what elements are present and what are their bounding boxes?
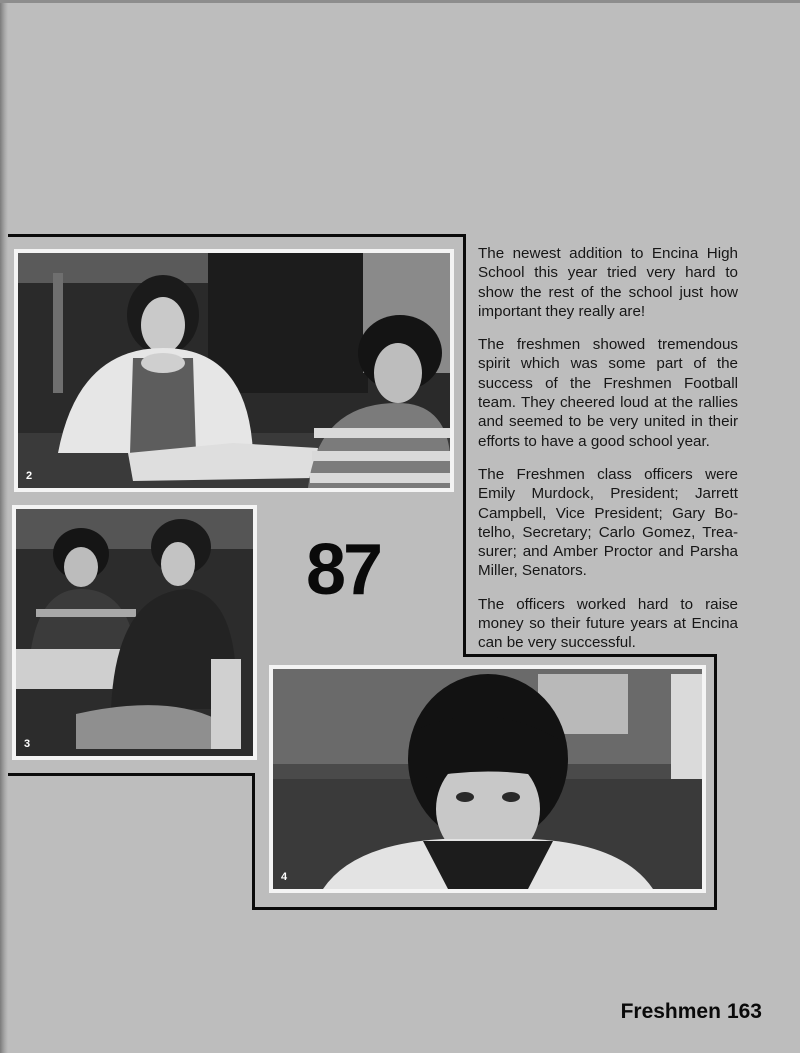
- photo-3-image: [16, 509, 253, 756]
- section-big-number: 87: [306, 530, 381, 610]
- top-rule: [0, 0, 800, 3]
- photo-4-image: [273, 669, 702, 889]
- article-text: [478, 244, 738, 667]
- folio-page-number: 163: [726, 1000, 762, 1023]
- article-paragraph: The freshmen showed tremendous spirit which was some part of the success of the Freshmen Football team. They cheered loud at the rallies and seemed to be very united in their efforts to have a good school year.: [478, 336, 738, 450]
- photo-2-image: [18, 253, 450, 488]
- photo-3-number: 3: [24, 738, 31, 750]
- photo-2-number: 2: [26, 470, 33, 482]
- photo-3: [12, 505, 257, 760]
- photo-2: [14, 249, 454, 492]
- photo-4: [269, 665, 706, 893]
- page-binding-edge: [0, 0, 8, 1053]
- article-paragraph: The officers worked hard to raise money so their future years at Encina can be very successful.: [478, 595, 738, 652]
- article-paragraph: The newest addition to Encina High School this year tried very hard to show the rest of the school just how important they really are!: [478, 245, 738, 320]
- folio-section: Freshmen: [620, 1000, 721, 1023]
- photo-4-number: 4: [281, 871, 288, 883]
- article-paragraph: The Freshmen class officers were Emily Murdock, President; Jarrett Campbell, Vice President; Gary Botelho, Secretary; Carlo Gomez, Treasurer; and Amber Proctor and Parsha Miller, Senators.: [478, 465, 738, 580]
- page-folio: [615, 1000, 762, 1024]
